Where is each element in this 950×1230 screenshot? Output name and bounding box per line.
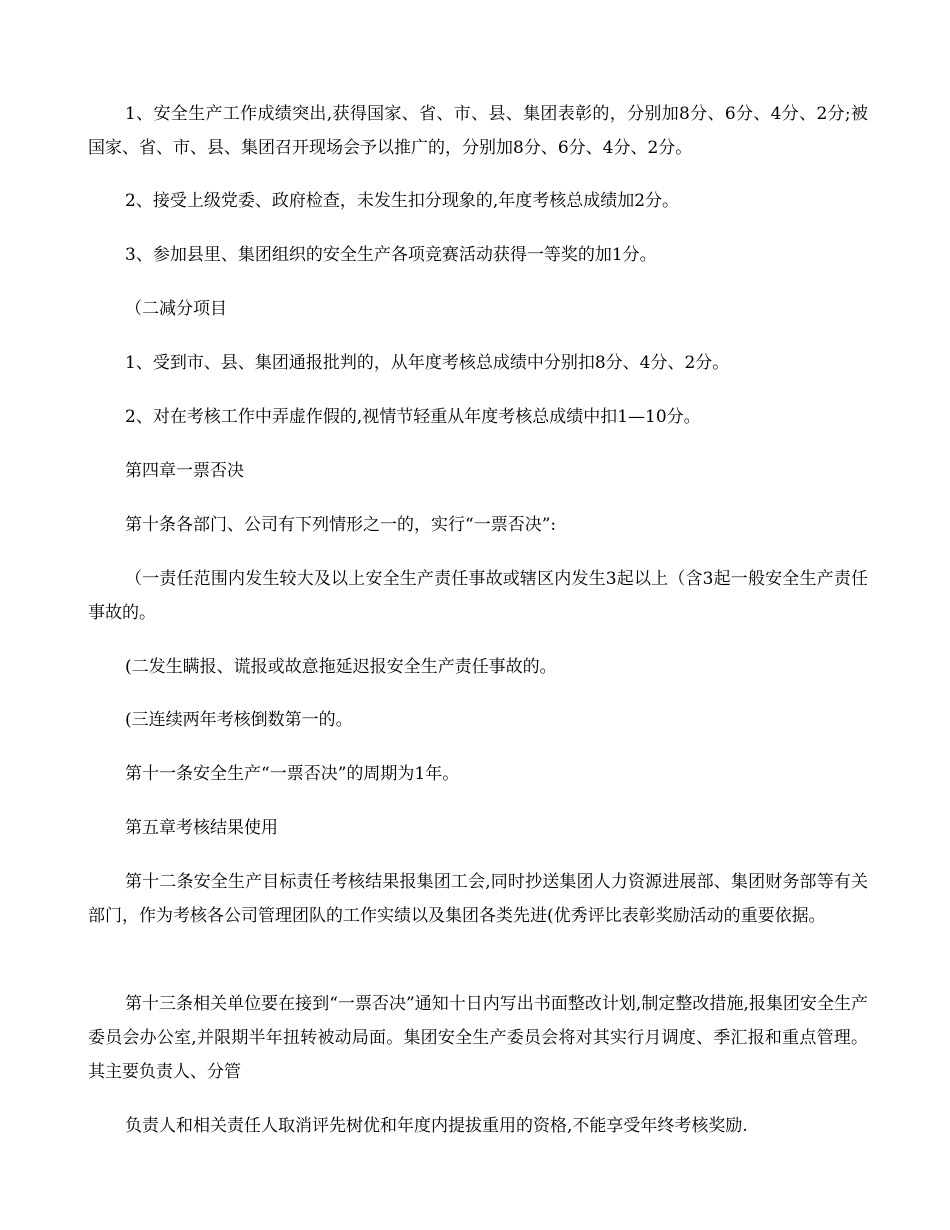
article-13: 第十三条相关单位要在接到“一票否决”通知十日内写出书面整改计划,制定整改措施,报集团安全生产委员会办公室,并限期半年扭转被动局面。集团安全生产委员会将对其实行月调度、季汇报和重点管理。其主要负责人、分管 [88, 994, 868, 1082]
article-10-case-2: (二发生瞒报、谎报或故意拖延迟报安全生产责任事故的。 [125, 657, 557, 677]
section-heading-deductions: （二减分项目 [125, 299, 227, 319]
article-13-continued: 负责人和相关责任人取消评先树优和年度内提拔重用的资格,不能享受年终考核奖励. [125, 1116, 748, 1136]
paragraph-deduction-item-1: 1、受到市、县、集团通报批判的，从年度考核总成绩中分别扣8分、4分、2分。 [125, 353, 730, 373]
chapter-heading-5: 第五章考核结果使用 [125, 818, 278, 838]
article-10: 第十条各部门、公司有下列情形之一的，实行“一票否决”: [125, 515, 557, 535]
paragraph-bonus-item-2: 2、接受上级党委、政府检查，未发生扣分现象的,年度考核总成绩加2分。 [125, 191, 680, 211]
chapter-heading-4: 第四章一票否决 [125, 461, 244, 481]
article-12: 第十二条安全生产目标责任考核结果报集团工会,同时抄送集团人力资源进展部、集团财务部等有关部门，作为考核各公司管理团队的工作实绩以及集团各类先进(优秀评比表彰奖励活动的重要依据。 [88, 872, 868, 926]
paragraph-deduction-item-2: 2、对在考核工作中弄虚作假的,视情节轻重从年度考核总成绩中扣1—10分。 [125, 407, 701, 427]
paragraph-bonus-item-1: 1、安全生产工作成绩突出,获得国家、省、市、县、集团表彰的，分别加8分、6分、4分、2分;被国家、省、市、县、集团召开现场会予以推广的，分别加8分、6分、4分、2分。 [88, 104, 868, 158]
article-10-case-3: (三连续两年考核倒数第一的。 [125, 710, 353, 730]
article-11: 第十一条安全生产“一票否决”的周期为1年。 [125, 764, 460, 784]
paragraph-bonus-item-3: 3、参加县里、集团组织的安全生产各项竞赛活动获得一等奖的加1分。 [125, 245, 657, 265]
article-10-case-1: （一责任范围内发生较大及以上安全生产责任事故或辖区内发生3起以上（含3起一般安全生产责任事故的。 [88, 569, 868, 623]
